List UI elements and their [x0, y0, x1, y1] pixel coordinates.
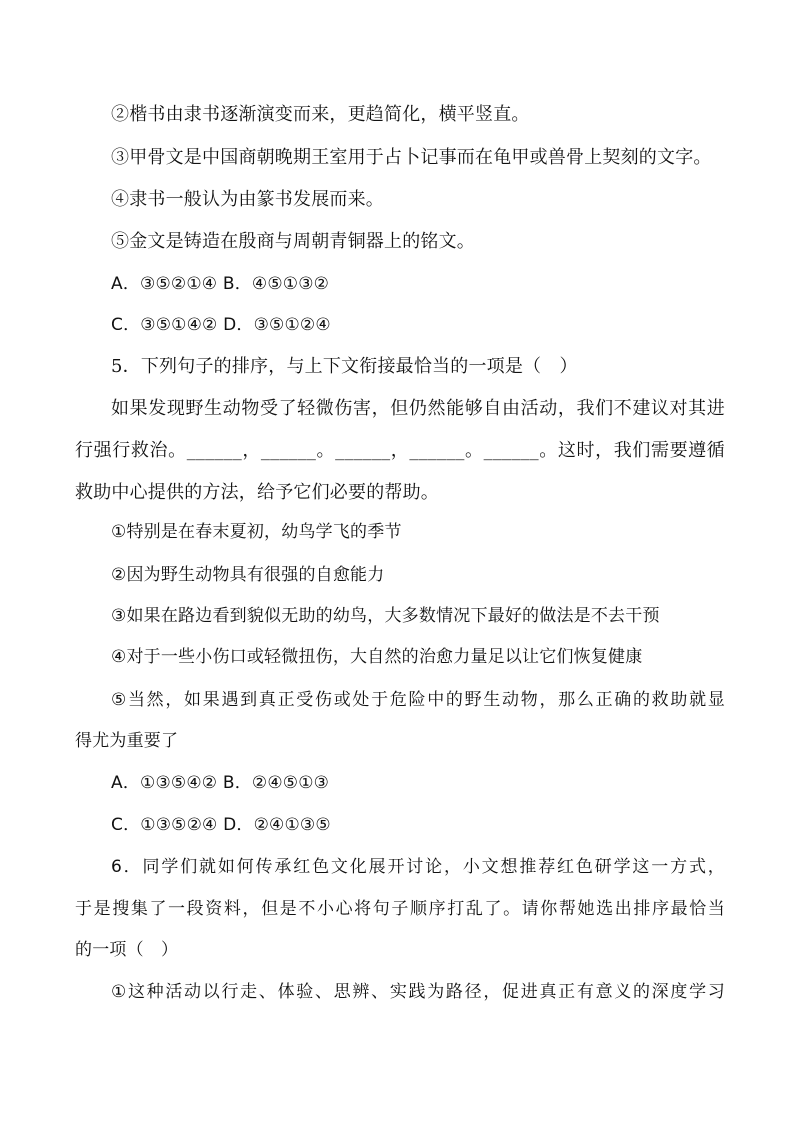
q6-stem-line-1: 6．同学们就如何传承红色文化展开讨论，小文想推荐红色研学这一方式，: [111, 857, 725, 877]
q5-passage-line-2: 行强行救治。______，______。______，______。______。这时，我们需要遵循: [75, 440, 725, 461]
q6-sentence-1: ①这种活动以行走、体验、思辨、实践为路径，促进真正有意义的深度学习: [111, 982, 725, 1002]
q5-passage-line-3: 救助中心提供的方法，给予它们必要的帮助。: [75, 482, 439, 503]
q4-options-cd: C．③⑤①④② D．③⑤①②④: [111, 315, 331, 335]
q4-sentence-5: ⑤金文是铸造在殷商与周朝青铜器上的铭文。: [111, 231, 475, 252]
q4-sentence-2: ②楷书由隶书逐渐演变而来，更趋简化，横平竖直。: [111, 104, 530, 125]
q5-sentence-3: ③如果在路边看到貌似无助的幼鸟，大多数情况下最好的做法是不去干预: [111, 606, 660, 626]
q5-options-ab: A．①③⑤④② B．②④⑤①③: [111, 773, 330, 793]
q5-sentence-5-line-1: ⑤当然，如果遇到真正受伤或处于危险中的野生动物，那么正确的救助就显: [111, 690, 725, 710]
q5-passage-line-1: 如果发现野生动物受了轻微伤害，但仍然能够自由活动，我们不建议对其进: [111, 398, 725, 419]
q5-sentence-4: ④对于一些小伤口或轻微扭伤，大自然的治愈力量足以让它们恢复健康: [111, 647, 643, 667]
q5-sentence-5-line-2: 得尤为重要了: [75, 731, 179, 751]
q6-stem-line-2: 于是搜集了一段资料，但是不小心将句子顺序打乱了。请你帮她选出排序最恰当: [75, 899, 725, 919]
q4-sentence-4: ④隶书一般认为由篆书发展而来。: [111, 189, 384, 210]
q4-options-ab: A．③⑤②①④ B．④⑤①③②: [111, 274, 330, 294]
q6-stem-line-3: 的一项（ ）: [75, 940, 179, 960]
q5-stem: 5．下列句子的排序，与上下文衔接最恰当的一项是（ ）: [111, 356, 578, 377]
q5-sentence-1: ①特别是在春末夏初，幼鸟学飞的季节: [111, 522, 402, 542]
q4-sentence-3: ③甲骨文是中国商朝晚期王室用于占卜记事而在龟甲或兽骨上契刻的文字。: [111, 147, 712, 168]
q5-sentence-2: ②因为野生动物具有很强的自愈能力: [111, 565, 385, 585]
q5-options-cd: C．①③⑤②④ D．②④①③⑤: [111, 815, 331, 835]
